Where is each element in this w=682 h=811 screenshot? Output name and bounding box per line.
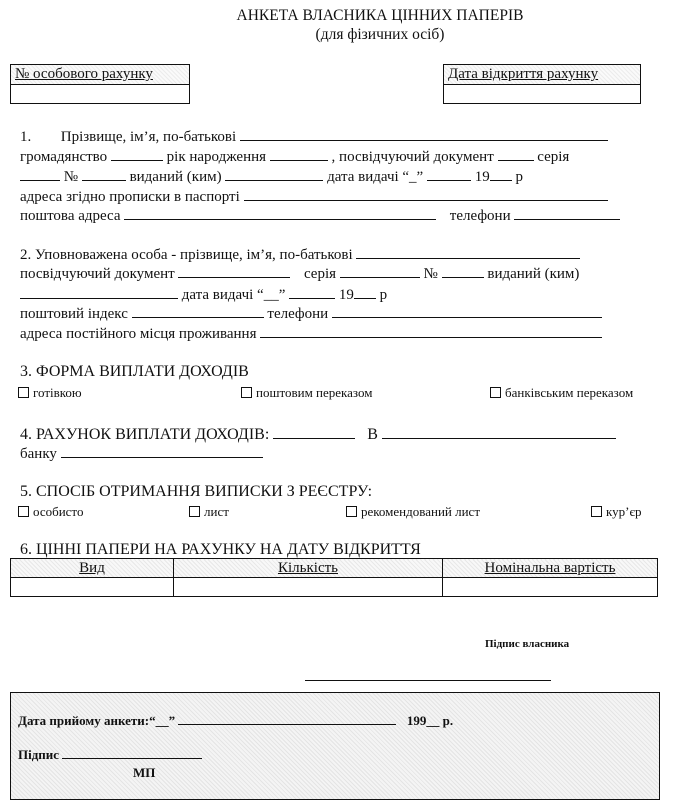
section1-row2 [20, 147, 569, 167]
rep-issue-date-field[interactable] [289, 297, 335, 299]
section2-row1 [20, 245, 580, 265]
column-header: Вид [11, 559, 174, 578]
section1-row4 [20, 187, 608, 207]
rep-phones-label: телефони [267, 306, 329, 322]
rep-number-label: № [423, 266, 438, 282]
section2-row5 [20, 324, 602, 344]
rep-id-doc-label: посвідчуючий документ [20, 266, 175, 282]
section1-row1 [20, 127, 608, 147]
issue-date-field[interactable] [427, 179, 471, 181]
checkbox[interactable] [346, 506, 357, 517]
section4-row1 [20, 425, 616, 445]
delivery-option-registered[interactable] [346, 504, 480, 520]
rep-issued-by-label: виданий (ким) [487, 266, 580, 282]
section5-title: 5. СПОСІБ ОТРИМАННЯ ВИПИСКИ З РЕЄСТРУ: [20, 483, 373, 500]
payment-option-bank[interactable] [490, 385, 633, 401]
clerk-signature-field[interactable] [62, 757, 202, 759]
address-reg-label: адреса згідно прописки в паспорті [20, 189, 240, 205]
number-field[interactable] [82, 179, 126, 181]
option-label: лист [204, 504, 229, 519]
bank-field[interactable] [61, 456, 263, 458]
year19-label: 19 [474, 169, 490, 185]
payout-account-field[interactable] [273, 437, 355, 439]
rep-number-field[interactable] [442, 276, 484, 278]
section2-row4 [20, 304, 602, 324]
section1-number: 1. [20, 129, 32, 145]
rep-series-label: серія [303, 266, 337, 282]
rep-id-doc-field[interactable] [178, 276, 290, 278]
rep-phones-field[interactable] [332, 316, 602, 318]
rep-year-suffix: р [379, 287, 388, 303]
birth-year-label: рік народження [166, 149, 267, 165]
checkbox[interactable] [18, 506, 29, 517]
column-header: Кількість [174, 559, 443, 578]
phones-label: телефони [449, 208, 511, 224]
account-open-date-box[interactable] [443, 64, 641, 104]
bank-name-field[interactable] [382, 437, 616, 439]
section4-title: 4. РАХУНОК ВИПЛАТИ ДОХОДІВ: [20, 426, 270, 443]
payment-option-postal[interactable] [241, 385, 372, 401]
section4-row2 [20, 444, 263, 464]
checkbox[interactable] [591, 506, 602, 517]
fio-field[interactable] [240, 139, 608, 141]
birth-year-field[interactable] [270, 159, 328, 161]
section2-row2 [20, 264, 579, 284]
securities-table [10, 558, 658, 597]
rep-fio-field[interactable] [356, 257, 580, 259]
delivery-option-personal[interactable] [18, 504, 83, 520]
table-row [11, 578, 658, 597]
account-number-label: № особового рахунку [11, 65, 189, 85]
account-number-box[interactable] [10, 64, 190, 104]
option-label: готівкою [33, 385, 82, 400]
accept-date-label: Дата прийому анкети:“__” [18, 713, 176, 728]
section3-title: 3. ФОРМА ВИПЛАТИ ДОХОДІВ [20, 363, 249, 380]
footer-row2 [18, 747, 202, 763]
checkbox[interactable] [241, 387, 252, 398]
accept-year: 199__ р. [406, 713, 454, 728]
option-label: рекомендований лист [361, 504, 480, 519]
series-label: серія [537, 149, 570, 165]
delivery-option-letter[interactable] [189, 504, 229, 520]
postal-address-label: поштова адреса [20, 208, 121, 224]
office-use-box [10, 692, 660, 800]
zip-field[interactable] [132, 316, 264, 318]
rep-series-field[interactable] [340, 276, 420, 278]
id-doc-label: , посвідчуючий документ [331, 149, 494, 165]
rep-issued-by-field[interactable] [20, 297, 178, 299]
perm-address-field[interactable] [260, 336, 602, 338]
checkbox[interactable] [189, 506, 200, 517]
perm-address-label: адреса постійного місця проживання [20, 326, 257, 342]
section1-row3 [20, 167, 523, 187]
rep-issue-date-label: дата видачі “__” [181, 287, 286, 303]
section6-title: 6. ЦІННІ ПАПЕРИ НА РАХУНКУ НА ДАТУ ВІДКРИТТЯ [20, 541, 421, 558]
checkbox[interactable] [18, 387, 29, 398]
stamp-label: МП [133, 765, 156, 780]
table-cell[interactable] [174, 578, 443, 597]
table-cell[interactable] [11, 578, 174, 597]
postal-address-field[interactable] [124, 218, 436, 220]
option-label: поштовим переказом [256, 385, 373, 400]
section1-row5 [20, 206, 620, 226]
option-label: банківським переказом [505, 385, 634, 400]
option-label: кур’єр [606, 504, 642, 519]
address-reg-field[interactable] [244, 199, 608, 201]
column-header: Номінальна вартість [443, 559, 658, 578]
table-header-row [11, 559, 658, 578]
rep-year19-label: 19 [338, 287, 354, 303]
id-doc-field[interactable] [498, 159, 534, 161]
section2-title: 2. Уповноважена особа - прізвище, ім’я, по-батькові [20, 247, 353, 263]
year-field[interactable] [490, 179, 512, 181]
checkbox[interactable] [490, 387, 501, 398]
form-subtitle: (для фізичних осіб) [315, 26, 445, 43]
footer-row1 [18, 713, 453, 729]
issue-date-label: дата видачі “_” [327, 169, 424, 185]
issued-by-label: виданий (ким) [129, 169, 222, 185]
owner-signature-label: Підпис власника [485, 638, 570, 650]
zip-label: поштовий індекс [20, 306, 128, 322]
sign-label: Підпис [18, 747, 60, 762]
account-open-date-label: Дата відкриття рахунку [444, 65, 640, 85]
delivery-option-courier[interactable] [591, 504, 642, 520]
owner-signature-line[interactable] [305, 680, 551, 681]
option-label: особисто [33, 504, 84, 519]
bank-label: банку [20, 446, 57, 462]
number-label: № [63, 169, 79, 185]
payment-option-cash[interactable] [18, 385, 82, 401]
section1-fio-label: Прізвище, ім’я, по-батькові [60, 129, 237, 145]
phones-field[interactable] [514, 218, 620, 220]
accept-date-field[interactable] [178, 723, 396, 725]
form-title: АНКЕТА ВЛАСНИКА ЦІННИХ ПАПЕРІВ [236, 7, 524, 24]
issued-by-field[interactable] [225, 179, 323, 181]
table-cell[interactable] [443, 578, 658, 597]
year-suffix: р [515, 169, 523, 185]
rep-year-field[interactable] [354, 297, 376, 299]
series-field[interactable] [20, 179, 60, 181]
section2-row3 [20, 285, 387, 305]
in-label: В [367, 426, 378, 443]
citizenship-label: громадянство [20, 149, 108, 165]
citizenship-field[interactable] [111, 159, 163, 161]
